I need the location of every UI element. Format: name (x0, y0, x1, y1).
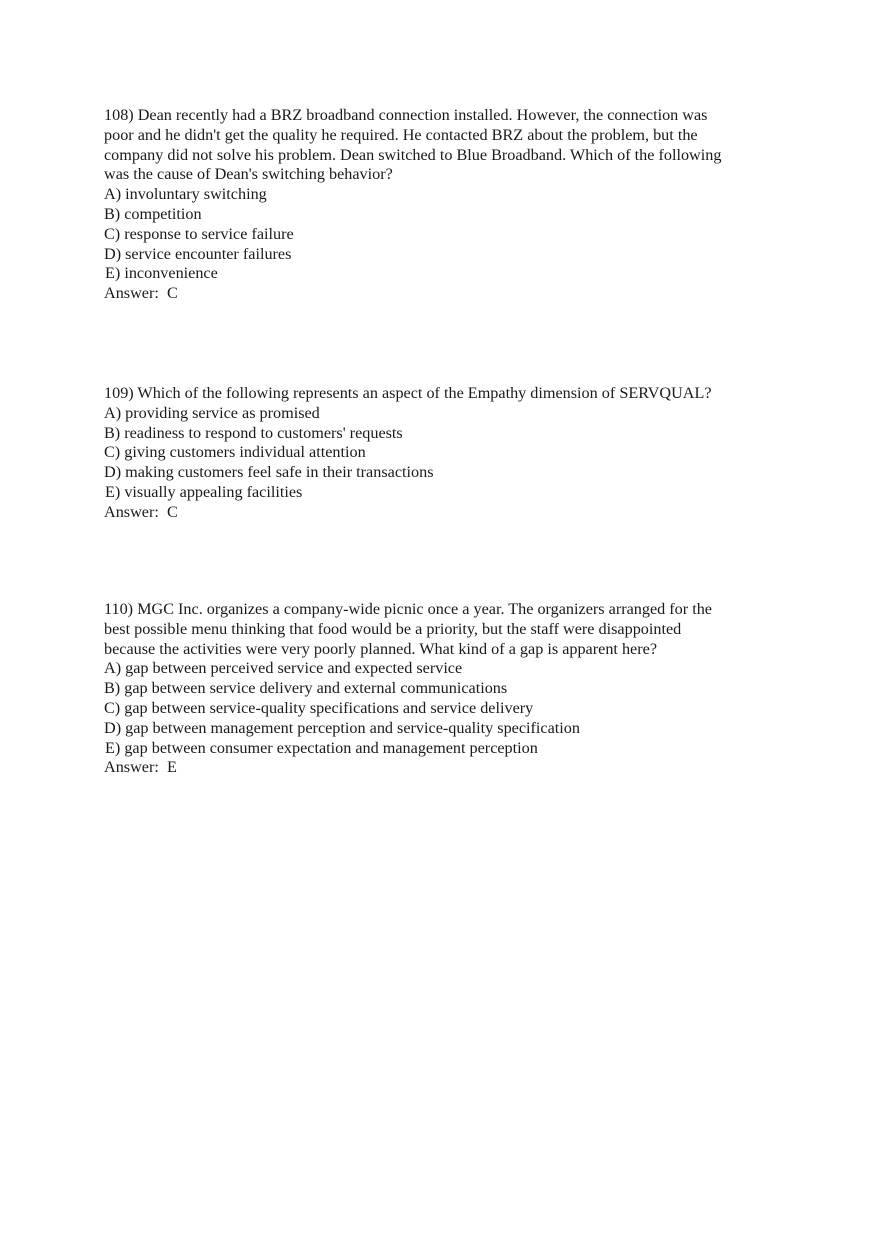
question-108 (104, 106, 784, 304)
option-c: C) giving customers individual attention (104, 443, 366, 462)
option-d: D) making customers feel safe in their transactions (104, 463, 434, 482)
option-b: B) competition (104, 204, 202, 223)
question-stem-line: poor and he didn't get the quality he required. He contacted BRZ about the problem, but the (104, 125, 698, 144)
answer: Answer: C (104, 502, 178, 521)
answer: Answer: E (104, 758, 177, 777)
answer: Answer: C (104, 284, 178, 303)
question-stem-line: because the activities were very poorly planned. What kind of a gap is apparent here? (104, 639, 657, 658)
option-b: B) gap between service delivery and external communications (104, 679, 508, 698)
option-e: E) gap between consumer expectation and management perception (105, 738, 538, 757)
option-b: B) readiness to respond to customers' requests (104, 423, 403, 442)
question-stem-line: best possible menu thinking that food would be a priority, but the staff were disappointed (104, 619, 682, 638)
option-d: D) service encounter failures (104, 244, 292, 263)
option-a: A) gap between perceived service and expected service (104, 659, 463, 678)
option-e: E) inconvenience (105, 264, 218, 283)
question-stem-line: company did not solve his problem. Dean switched to Blue Broadband. Which of the following (104, 145, 722, 164)
question-stem-line: 108) Dean recently had a BRZ broadband connection installed. However, the connection was (104, 106, 708, 124)
question-stem-line: was the cause of Dean's switching behavior? (104, 165, 393, 184)
option-a: A) providing service as promised (104, 403, 320, 422)
question-stem-line: 109) Which of the following represents an aspect of the Empathy dimension of SERVQUAL? (104, 384, 712, 402)
option-c: C) response to service failure (104, 224, 294, 243)
option-c: C) gap between service-quality specifications and service delivery (104, 698, 534, 717)
question-stem-line: 110) MGC Inc. organizes a company-wide picnic once a year. The organizers arranged for the (104, 600, 712, 618)
option-d: D) gap between management perception and service-quality specification (104, 718, 580, 737)
option-a: A) involuntary switching (104, 185, 267, 204)
question-109 (104, 384, 784, 523)
option-e: E) visually appealing facilities (105, 482, 303, 501)
question-110 (104, 600, 784, 778)
